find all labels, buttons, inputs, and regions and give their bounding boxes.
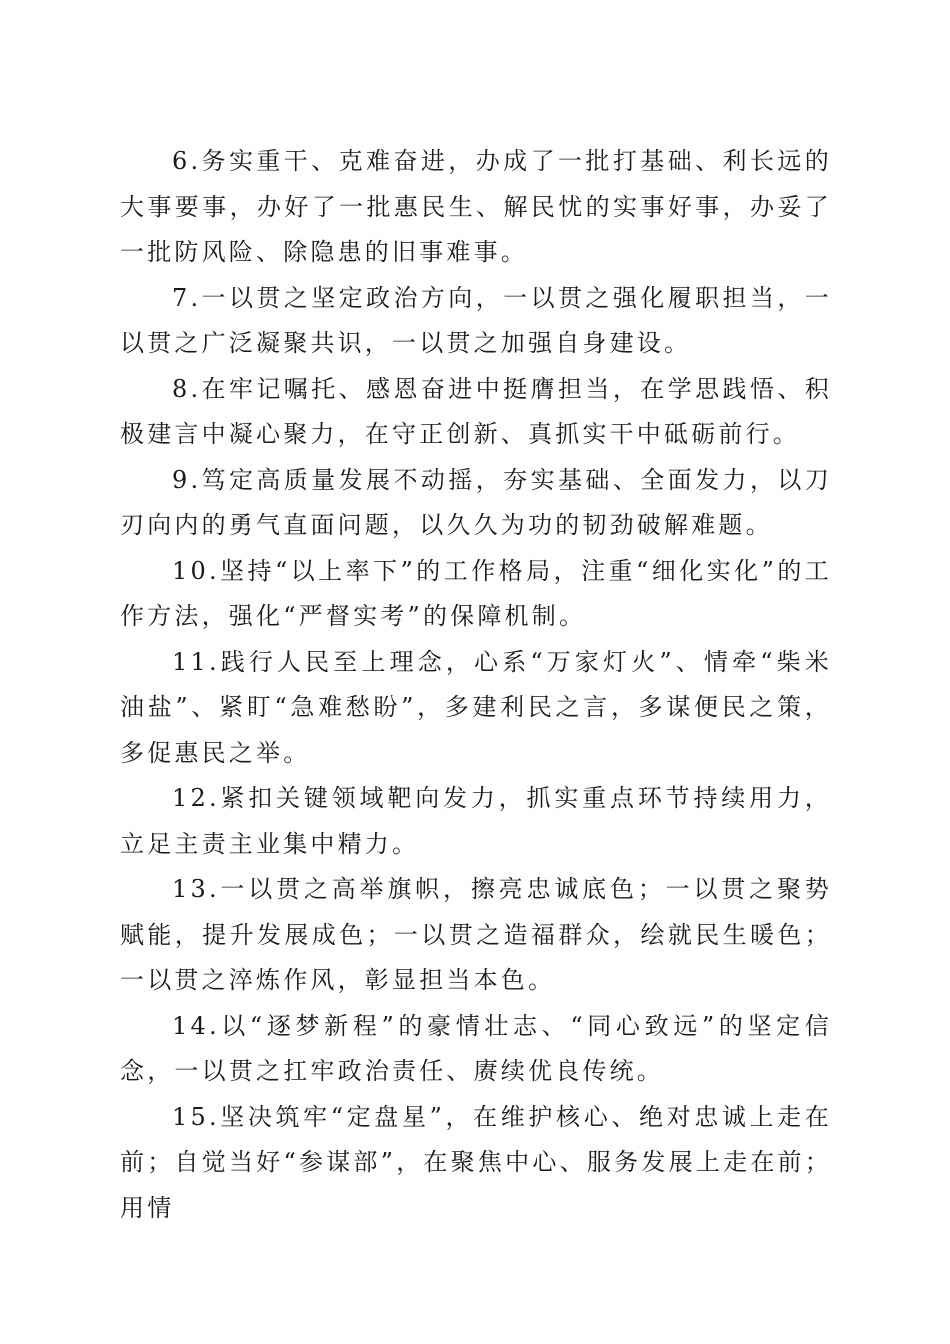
paragraph-11: 11.践行人民至上理念，心系“万家灯火”、情牵“柴米油盐”、紧盯“急难愁盼”，多建利民之言，多谋便民之策，多促惠民之举。 [120, 647, 832, 767]
paragraph-14: 14.以“逐梦新程”的豪情壮志、“同心致远”的坚定信念，一以贯之扛牢政治责任、赓续优良传统。 [120, 1011, 832, 1085]
paragraph-6: 6.务实重干、克难奋进，办成了一批打基础、利长远的大事要事，办好了一批惠民生、解民忧的实事好事，办妥了一批防风险、除隐患的旧事难事。 [120, 147, 832, 266]
document-body [120, 139, 832, 1231]
paragraph-15: 15.坚决筑牢“定盘星”，在维护核心、绝对忠诚上走在前；自觉当好“参谋部”，在聚焦中心、服务发展上走在前；用情 [120, 1102, 832, 1222]
paragraph-10: 10.坚持“以上率下”的工作格局，注重“细化实化”的工作方法，强化“严督实考”的保障机制。 [120, 556, 832, 630]
paragraph-7: 7.一以贯之坚定政治方向，一以贯之强化履职担当，一以贯之广泛凝聚共识，一以贯之加强自身建设。 [120, 283, 832, 357]
paragraph-9: 9.笃定高质量发展不动摇，夯实基础、全面发力，以刀刃向内的勇气直面问题，以久久为功的韧劲破解难题。 [120, 465, 832, 539]
paragraph-12: 12.紧扣关键领域靶向发力，抓实重点环节持续用力，立足主责主业集中精力。 [120, 784, 832, 858]
paragraph-13: 13.一以贯之高举旗帜，擦亮忠诚底色；一以贯之聚势赋能，提升发展成色；一以贯之造福群众，绘就民生暖色；一以贯之淬炼作风，彰显担当本色。 [120, 875, 832, 994]
paragraph-8: 8.在牢记嘱托、感恩奋进中挺膺担当，在学思践悟、积极建言中凝心聚力，在守正创新、真抓实干中砥砺前行。 [120, 374, 832, 448]
